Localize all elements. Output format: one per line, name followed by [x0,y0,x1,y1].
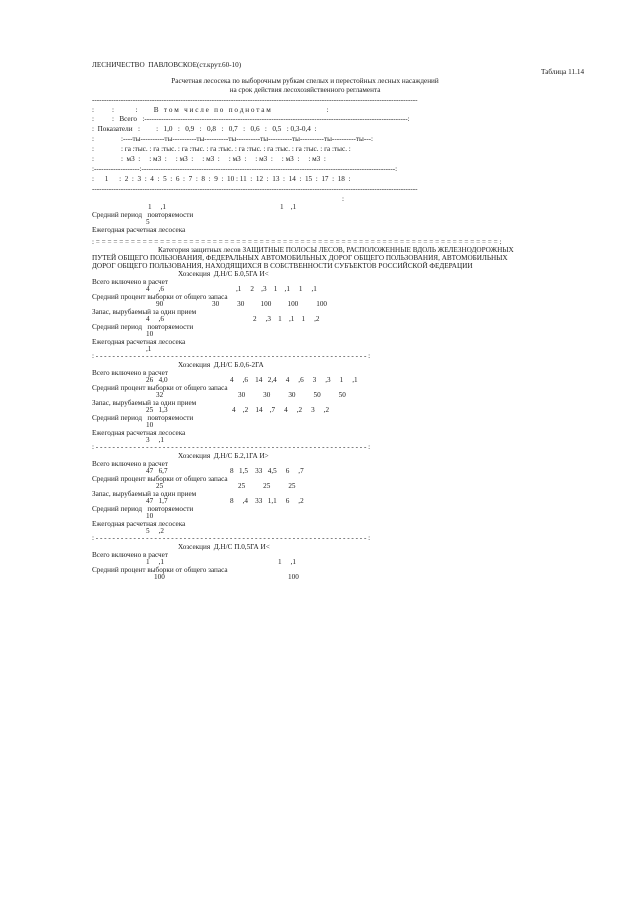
included-label: Всего включено в расчет [92,551,168,559]
annual-label: Ежегодная расчетная лесосека [92,429,186,437]
percent-values: 32 [156,391,164,399]
category-line: ПУТЕЙ ОБЩЕГО ПОЛЬЗОВАНИЯ, ФЕДЕРАЛЬНЫХ АВТОМОБИЛЬНЫХ ДОРОГ ОБЩЕГО ПОЛЬЗОВАНИЯ, АВТОМОБИЛЬНЫХ [92,254,508,262]
table-rule-top: ---------------------------------------------------------------------------------------------------------------------------------------- [92,96,418,104]
included-label: Всего включено в расчет [92,460,168,468]
included-values: 4 ,6 [146,285,164,293]
stock-values: 25 1,3 [146,406,168,414]
included-values: 4 ,6 14 2,4 4 ,6 3 ,3 1 ,1 [230,376,358,384]
annual-label: Ежегодная расчетная лесосека [92,520,186,528]
intro-values: 1 ,1 [280,203,297,211]
table-colon: : [342,195,344,203]
document-title: Расчетная лесосека по выборочным рубкам спелых и перестойных лесных насаждений [171,77,439,85]
table-head-row: : Показатели : : 1,0 : 0,9 : 0,8 : 0,7 : 0,6 : 0,5 : 0,3-0,4 : [92,125,317,133]
percent-values: 30 30 30 50 50 [238,391,346,399]
annual-value: ,1 [146,345,152,353]
stock-values: 47 1,7 [146,497,168,505]
percent-label: Средний процент выборки от общего запаса [92,293,228,301]
table-head-row: : :----ты----------ты----------ты----------ты----------ты----------ты----------ты----------ты---: [92,135,374,143]
included-values: ,1 2 ,3 1 ,1 1 ,1 [236,285,317,293]
intro-period-label: Средний период повторяемости [92,211,194,219]
period-value: 10 [146,421,154,429]
percent-values: 100 [154,573,165,581]
stock-label: Запас, вырубаемый за один прием [92,399,197,407]
section-title: Хозсекция Д.Н/С П.0,5ГА И< [178,543,270,551]
percent-values: 100 [288,573,299,581]
category-line: ДОРОГ ОБЩЕГО ПОЛЬЗОВАНИЯ, НАХОДЯЩИХСЯ В СОБСТВЕННОСТИ СУБЪЕКТОВ РОССИЙСКОЙ ФЕДЕРАЦИИ [92,262,473,270]
annual-value: 3 ,1 [146,436,164,444]
annual-value: 5 ,2 [146,527,164,535]
intro-period-value: 5 [146,218,150,226]
percent-label: Средний процент выборки от общего запаса [92,384,228,392]
document-subtitle: на срок действия лесохозяйственного регламента [229,86,381,94]
stock-values: 2 ,3 1 ,1 1 ,2 [253,315,320,323]
intro-annual-label: Ежегодная расчетная лесосека [92,226,186,234]
intro-values: 1 ,1 [148,203,166,211]
stock-values: 4 ,6 [146,315,164,323]
period-label: Средний период повторяемости [92,323,194,331]
category-rule: : = = = = = = = = = = = = = = = = = = = = = = = = = = = = = = = = = = = = = = = = = = = = = = = = = = = = = = = = = = = = = = = = = = = = = : [92,238,502,246]
included-values: 1 ,1 [146,558,164,566]
stock-label: Запас, вырубаемый за один прием [92,490,197,498]
table-head-row: : : м3 : : м3 : : м3 : : м3 : : м3 : : м3 : : м3 : : м3 : [92,155,326,163]
table-column-numbers: : 1 : 2 : 3 : 4 : 5 : 6 : 7 : 8 : 9 : 10 : 11 : 12 : 13 : 14 : 15 : 17 : 18 : [92,175,351,183]
percent-label: Средний процент выборки от общего запаса [92,475,228,483]
table-number: Таблица 11.14 [541,68,585,76]
section-rule: : - - - - - - - - - - - - - - - - - - - - - - - - - - - - - - - - - - - - - - - - - - - - - - - - - - - - - - - - - - - - - - - - - : [92,352,371,360]
period-label: Средний период повторяемости [92,505,194,513]
section-title: Хозсекция Д.Н/С Б.2,1ГА И> [178,452,269,460]
included-values: 1 ,1 [278,558,296,566]
table-head-row: : : Всего :--------------------------------------------------------------------------------------------------------------: [92,115,410,123]
section-title: Хозсекция Д.Н/С Б.0,5ГА И< [178,270,269,278]
percent-values: 25 25 25 [238,482,296,490]
percent-values: 30 30 100 100 100 [212,300,327,308]
table-rule-bottom: ---------------------------------------------------------------------------------------------------------------------------------------- [92,185,418,193]
period-value: 10 [146,512,154,520]
included-label: Всего включено в расчет [92,369,168,377]
table-head-row: : : : В т о м ч и с л е п о п о д н о т а м : [92,106,329,114]
table-rule-mid: :-------------------:----------------------------------------------------------------------------------------------------------: [92,165,398,173]
section-rule: : - - - - - - - - - - - - - - - - - - - - - - - - - - - - - - - - - - - - - - - - - - - - - - - - - - - - - - - - - - - - - - - - - : [92,534,371,542]
included-values: 8 1,5 33 4,5 6 ,7 [230,467,304,475]
forestry-name: ЛЕСНИЧЕСТВО ПАВЛОВСКОЕ(ст.крут.60-10) [92,61,242,69]
percent-label: Средний процент выборки от общего запаса [92,566,228,574]
included-values: 47 6,7 [146,467,168,475]
stock-values: 4 ,2 14 ,7 4 ,2 3 ,2 [232,406,330,414]
percent-values: 25 [156,482,164,490]
table-head-row: : : га :тыс. : га :тыс. : га :тыс. : га :тыс. : га :тыс. : га :тыс. : га :тыс. : га :тыс. : [92,145,351,153]
included-label: Всего включено в расчет [92,278,168,286]
percent-values: 90 [156,300,164,308]
annual-label: Ежегодная расчетная лесосека [92,338,186,346]
section-rule: : - - - - - - - - - - - - - - - - - - - - - - - - - - - - - - - - - - - - - - - - - - - - - - - - - - - - - - - - - - - - - - - - - : [92,443,371,451]
period-label: Средний период повторяемости [92,414,194,422]
section-title: Хозсекция Д.Н/С Б.0,6-2ГА [178,361,264,369]
period-value: 10 [146,330,154,338]
stock-values: 8 ,4 33 1,1 6 ,2 [230,497,304,505]
category-line: Категория защитных лесов ЗАЩИТНЫЕ ПОЛОСЫ ЛЕСОВ, РАСПОЛОЖЕННЫЕ ВДОЛЬ ЖЕЛЕЗНОДОРОЖНЫХ [158,246,514,254]
included-values: 26 4,0 [146,376,168,384]
stock-label: Запас, вырубаемый за один прием [92,308,197,316]
